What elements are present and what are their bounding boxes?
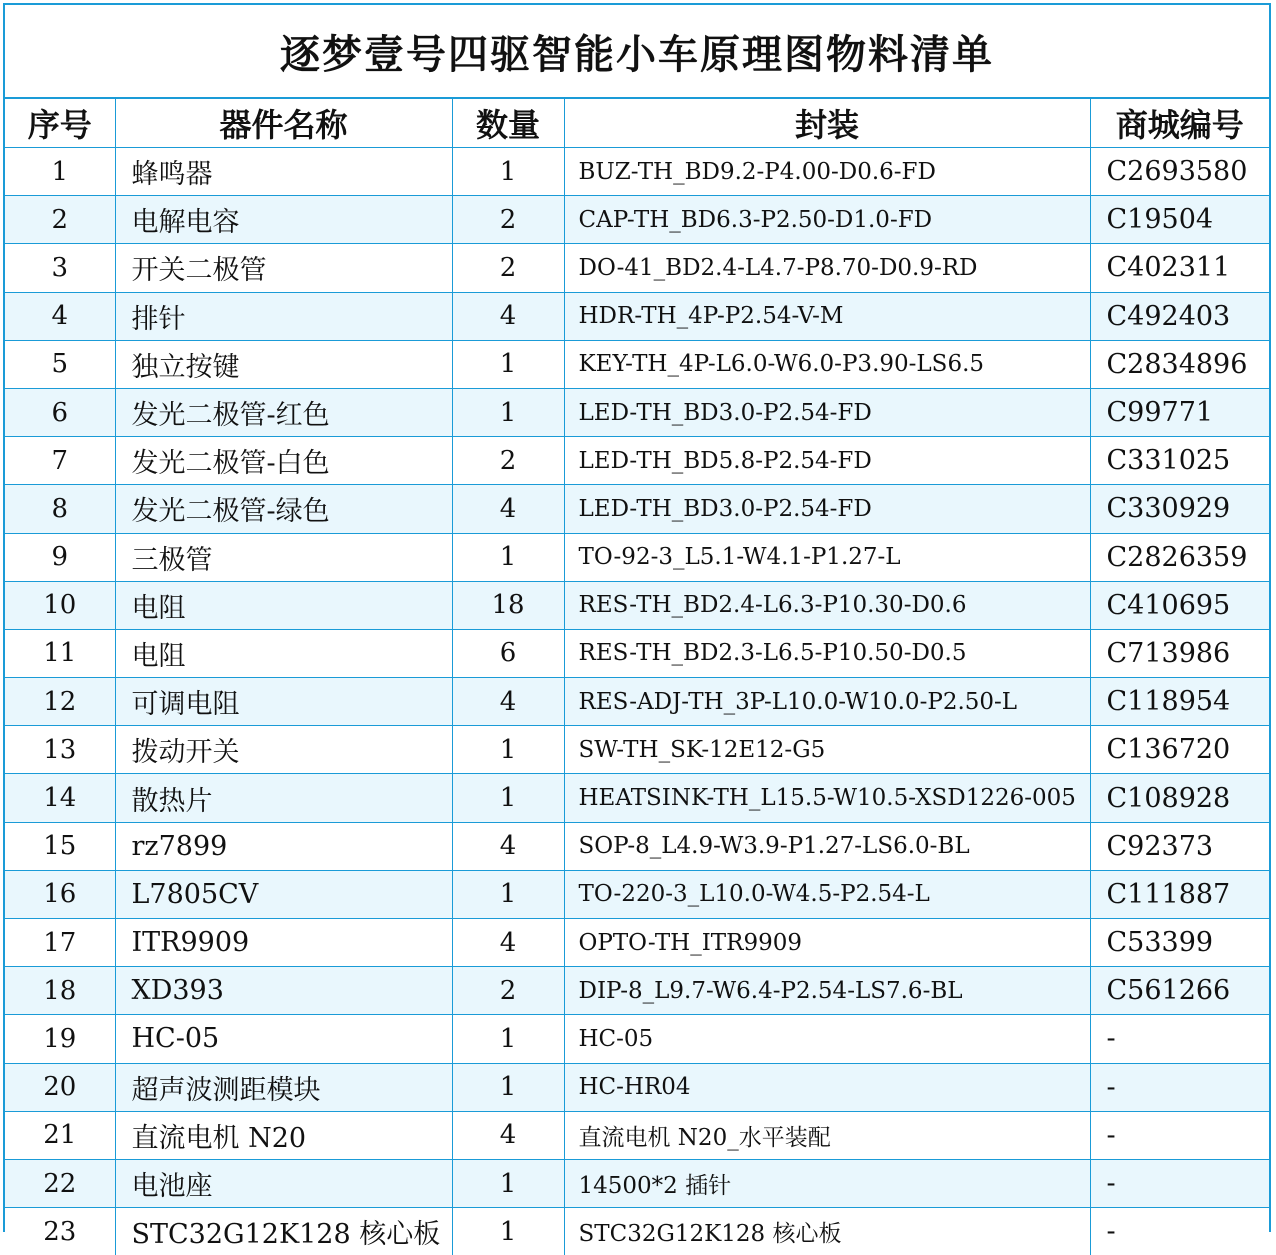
cell-package: DO-41_BD2.4-L4.7-P8.70-D0.9-RD [564, 244, 1090, 292]
cell-store-code: C99771 [1090, 388, 1269, 436]
cell-store-code: - [1090, 1111, 1269, 1159]
cell-package: CAP-TH_BD6.3-P2.50-D1.0-FD [564, 196, 1090, 244]
table-row [5, 1111, 1269, 1159]
cell-quantity: 4 [452, 678, 564, 726]
cell-store-code: - [1090, 1208, 1269, 1255]
cell-quantity: 4 [452, 1111, 564, 1159]
cell-part-name: 发光二极管-白色 [115, 437, 452, 485]
cell-quantity: 1 [452, 1208, 564, 1255]
cell-package: LED-TH_BD3.0-P2.54-FD [564, 388, 1090, 436]
cell-part-name: HC-05 [115, 1015, 452, 1063]
cell-quantity: 1 [452, 533, 564, 581]
cell-package: KEY-TH_4P-L6.0-W6.0-P3.90-LS6.5 [564, 340, 1090, 388]
cell-index: 21 [5, 1111, 115, 1159]
cell-index: 7 [5, 437, 115, 485]
cell-part-name: 拨动开关 [115, 726, 452, 774]
cell-part-name: rz7899 [115, 822, 452, 870]
table-row [5, 1159, 1269, 1207]
table-row [5, 485, 1269, 533]
cell-index: 5 [5, 340, 115, 388]
table-row [5, 629, 1269, 677]
cell-quantity: 1 [452, 774, 564, 822]
cell-quantity: 4 [452, 485, 564, 533]
cell-store-code: C713986 [1090, 629, 1269, 677]
table-row [5, 340, 1269, 388]
cell-store-code: C136720 [1090, 726, 1269, 774]
cell-index: 11 [5, 629, 115, 677]
cell-part-name: 三极管 [115, 533, 452, 581]
header-name: 器件名称 [115, 99, 452, 148]
cell-store-code: C19504 [1090, 196, 1269, 244]
cell-package: HC-HR04 [564, 1063, 1090, 1111]
table-row [5, 1208, 1269, 1255]
cell-part-name: 发光二极管-绿色 [115, 485, 452, 533]
table-row [5, 148, 1269, 196]
cell-part-name: 独立按键 [115, 340, 452, 388]
table-row [5, 292, 1269, 340]
cell-quantity: 2 [452, 437, 564, 485]
table-row [5, 1063, 1269, 1111]
cell-quantity: 1 [452, 340, 564, 388]
cell-index: 2 [5, 196, 115, 244]
table-row [5, 244, 1269, 292]
cell-quantity: 1 [452, 148, 564, 196]
cell-package: HC-05 [564, 1015, 1090, 1063]
cell-part-name: STC32G12K128 核心板 [115, 1208, 452, 1255]
cell-quantity: 1 [452, 1015, 564, 1063]
table-row [5, 919, 1269, 967]
table-row [5, 533, 1269, 581]
cell-quantity: 6 [452, 629, 564, 677]
cell-package: BUZ-TH_BD9.2-P4.00-D0.6-FD [564, 148, 1090, 196]
cell-part-name: 排针 [115, 292, 452, 340]
cell-part-name: 发光二极管-红色 [115, 388, 452, 436]
cell-index: 17 [5, 919, 115, 967]
cell-package: RES-TH_BD2.3-L6.5-P10.50-D0.5 [564, 629, 1090, 677]
cell-part-name: 电解电容 [115, 196, 452, 244]
table-row [5, 196, 1269, 244]
table-row [5, 726, 1269, 774]
cell-part-name: 蜂鸣器 [115, 148, 452, 196]
cell-index: 8 [5, 485, 115, 533]
table-row [5, 581, 1269, 629]
table-row [5, 967, 1269, 1015]
table-row [5, 822, 1269, 870]
page-title: 逐梦壹号四驱智能小车原理图物料清单 [5, 5, 1269, 99]
cell-quantity: 1 [452, 1063, 564, 1111]
cell-package: SOP-8_L4.9-W3.9-P1.27-LS6.0-BL [564, 822, 1090, 870]
cell-part-name: 开关二极管 [115, 244, 452, 292]
cell-store-code: C561266 [1090, 967, 1269, 1015]
cell-index: 12 [5, 678, 115, 726]
cell-index: 23 [5, 1208, 115, 1255]
cell-index: 4 [5, 292, 115, 340]
cell-part-name: 电阻 [115, 581, 452, 629]
header-row [5, 99, 1269, 148]
cell-index: 22 [5, 1159, 115, 1207]
cell-index: 6 [5, 388, 115, 436]
cell-package: LED-TH_BD3.0-P2.54-FD [564, 485, 1090, 533]
cell-package: RES-ADJ-TH_3P-L10.0-W10.0-P2.50-L [564, 678, 1090, 726]
cell-package: DIP-8_L9.7-W6.4-P2.54-LS7.6-BL [564, 967, 1090, 1015]
cell-quantity: 1 [452, 1159, 564, 1207]
cell-package: 14500*2 插针 [564, 1159, 1090, 1207]
cell-package: STC32G12K128 核心板 [564, 1208, 1090, 1255]
cell-part-name: XD393 [115, 967, 452, 1015]
cell-part-name: 散热片 [115, 774, 452, 822]
cell-index: 18 [5, 967, 115, 1015]
cell-store-code: C2826359 [1090, 533, 1269, 581]
cell-quantity: 4 [452, 292, 564, 340]
cell-store-code: C330929 [1090, 485, 1269, 533]
cell-store-code: C410695 [1090, 581, 1269, 629]
cell-index: 3 [5, 244, 115, 292]
cell-index: 16 [5, 870, 115, 918]
cell-store-code: C2834896 [1090, 340, 1269, 388]
header-qty: 数量 [452, 99, 564, 148]
cell-store-code: C53399 [1090, 919, 1269, 967]
cell-package: TO-220-3_L10.0-W4.5-P2.54-L [564, 870, 1090, 918]
cell-package: OPTO-TH_ITR9909 [564, 919, 1090, 967]
cell-index: 14 [5, 774, 115, 822]
cell-index: 15 [5, 822, 115, 870]
cell-part-name: L7805CV [115, 870, 452, 918]
cell-part-name: 超声波测距模块 [115, 1063, 452, 1111]
bom-table [5, 99, 1269, 1255]
cell-package: HDR-TH_4P-P2.54-V-M [564, 292, 1090, 340]
table-row [5, 774, 1269, 822]
cell-quantity: 1 [452, 388, 564, 436]
cell-store-code: C492403 [1090, 292, 1269, 340]
cell-quantity: 1 [452, 726, 564, 774]
cell-package: 直流电机 N20_水平装配 [564, 1111, 1090, 1159]
cell-store-code: C92373 [1090, 822, 1269, 870]
cell-index: 20 [5, 1063, 115, 1111]
cell-store-code: C118954 [1090, 678, 1269, 726]
cell-quantity: 1 [452, 870, 564, 918]
bom-sheet [3, 3, 1271, 1232]
cell-part-name: ITR9909 [115, 919, 452, 967]
cell-part-name: 直流电机 N20 [115, 1111, 452, 1159]
header-package: 封装 [564, 99, 1090, 148]
cell-store-code: - [1090, 1015, 1269, 1063]
cell-quantity: 18 [452, 581, 564, 629]
bom-body [5, 148, 1269, 1255]
table-row [5, 388, 1269, 436]
cell-index: 9 [5, 533, 115, 581]
cell-package: RES-TH_BD2.4-L6.3-P10.30-D0.6 [564, 581, 1090, 629]
cell-store-code: - [1090, 1063, 1269, 1111]
cell-index: 1 [5, 148, 115, 196]
cell-package: HEATSINK-TH_L15.5-W10.5-XSD1226-005 [564, 774, 1090, 822]
cell-package: TO-92-3_L5.1-W4.1-P1.27-L [564, 533, 1090, 581]
cell-store-code: C2693580 [1090, 148, 1269, 196]
table-row [5, 870, 1269, 918]
cell-quantity: 4 [452, 822, 564, 870]
header-index: 序号 [5, 99, 115, 148]
cell-store-code: C108928 [1090, 774, 1269, 822]
table-row [5, 678, 1269, 726]
cell-quantity: 4 [452, 919, 564, 967]
table-row [5, 437, 1269, 485]
cell-store-code: C402311 [1090, 244, 1269, 292]
cell-quantity: 2 [452, 244, 564, 292]
cell-index: 13 [5, 726, 115, 774]
cell-store-code: C331025 [1090, 437, 1269, 485]
cell-index: 10 [5, 581, 115, 629]
cell-quantity: 2 [452, 196, 564, 244]
cell-part-name: 电池座 [115, 1159, 452, 1207]
cell-index: 19 [5, 1015, 115, 1063]
cell-store-code: C111887 [1090, 870, 1269, 918]
header-code: 商城编号 [1090, 99, 1269, 148]
cell-part-name: 电阻 [115, 629, 452, 677]
cell-package: SW-TH_SK-12E12-G5 [564, 726, 1090, 774]
cell-store-code: - [1090, 1159, 1269, 1207]
cell-part-name: 可调电阻 [115, 678, 452, 726]
cell-package: LED-TH_BD5.8-P2.54-FD [564, 437, 1090, 485]
table-row [5, 1015, 1269, 1063]
cell-quantity: 2 [452, 967, 564, 1015]
